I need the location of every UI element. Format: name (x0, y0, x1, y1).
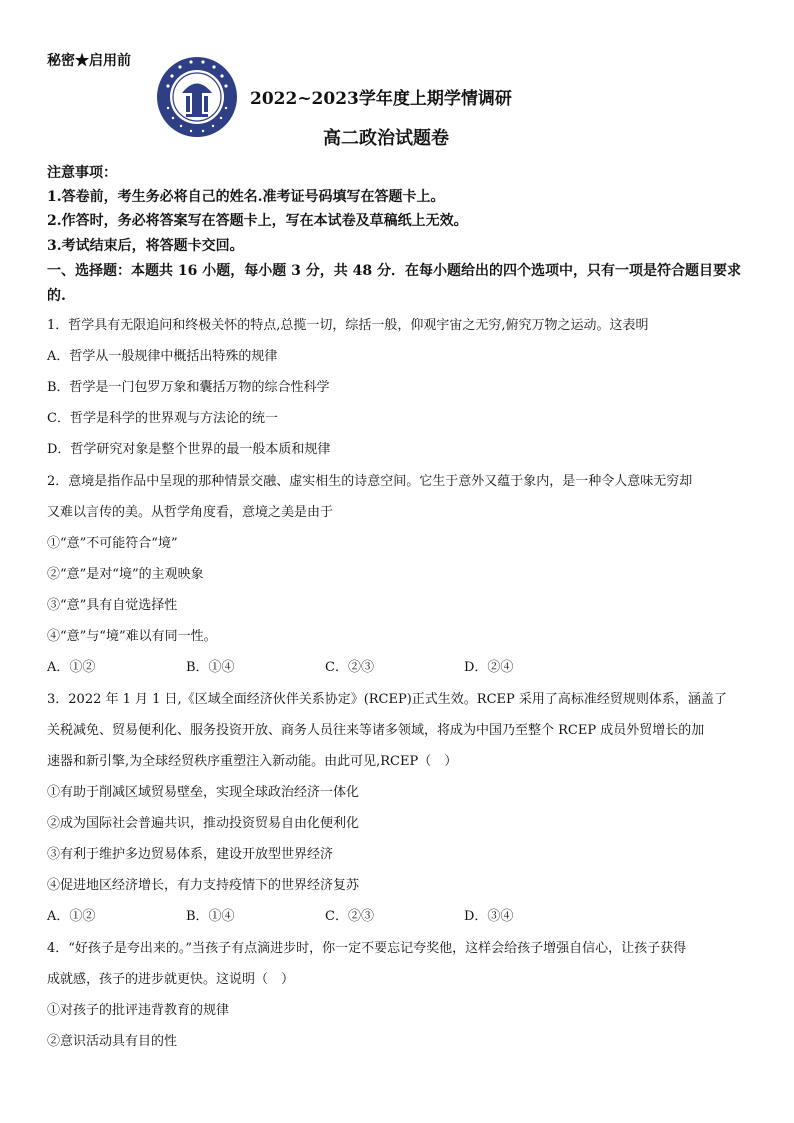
question-4-stem: 4．“好孩子是夸出来的。”当孩子有点滴进步时，你一定不要忘记夸奖他，这样会给孩子增强自信心，让孩子获得 (47, 941, 687, 956)
question-4-stem-cont: 成就感，孩子的进步就更快。这说明（ ） (47, 972, 295, 987)
section-instructions-cont: 的. (47, 288, 66, 304)
question-2-choice-a: A．①② (47, 660, 96, 675)
note-item: 2.作答时，务必将答案写在答题卡上，写在本试卷及草稿纸上无效。 (47, 213, 468, 229)
question-3-choice-b: B．①④ (186, 909, 235, 924)
question-2-choice-b: B．①④ (186, 660, 235, 675)
notes-heading: 注意事项： (47, 165, 117, 181)
question-1-option: D．哲学研究对象是整个世界的最一般本质和规律 (47, 442, 331, 457)
question-3-item: ③有利于维护多边贸易体系，建设开放型世界经济 (47, 847, 334, 862)
question-2-choice-c: C．②③ (325, 660, 374, 675)
question-1-option: B．哲学是一门包罗万象和囊括万物的综合性科学 (47, 380, 330, 395)
question-3-choice-a: A．①② (47, 909, 96, 924)
question-1-option: A．哲学从一般规律中概括出特殊的规律 (47, 349, 278, 364)
question-2-stem: 2．意境是指作品中呈现的那种情景交融、虚实相生的诗意空间。它生于意外又蕴于象内，是一种令人意味无穷却 (47, 474, 693, 489)
question-3-item: ②成为国际社会普遍共识，推动投资贸易自由化便利化 (47, 816, 360, 831)
question-2-item: ①“意”不可能符合“境” (47, 536, 178, 551)
question-2-choice-d: D．②④ (464, 660, 514, 675)
question-1-stem: 1．哲学具有无限追问和终极关怀的特点,总揽一切，综括一般，仰观宇宙之无穷,俯究万物之运动。这表明 (47, 318, 649, 333)
question-2-stem-cont: 又难以言传的美。从哲学角度看，意境之美是由于 (47, 505, 334, 520)
note-item: 1.答卷前，考生务必将自己的姓名.准考证号码填写在答题卡上。 (47, 189, 445, 205)
question-3-stem-cont: 速器和新引擎,为全球经贸秩序重塑注入新动能。由此可见,RCEP（ ） (47, 754, 458, 769)
question-2-item: ③“意”具有自觉选择性 (47, 598, 178, 613)
exam-subtitle: 高二政治试题卷 (323, 128, 449, 149)
question-3-item: ④促进地区经济增长，有力支持疫情下的世界经济复苏 (47, 878, 360, 893)
school-seal-logo (156, 56, 238, 138)
question-2-item: ②“意”是对“境”的主观映象 (47, 567, 204, 582)
question-3-choice-c: C．②③ (325, 909, 374, 924)
question-2-item: ④“意”与“境”难以有同一性。 (47, 629, 217, 644)
question-4-item: ①对孩子的批评违背教育的规律 (47, 1003, 230, 1018)
question-3-choice-d: D．③④ (464, 909, 514, 924)
question-3-stem-cont: 关税减免、贸易便利化、服务投资开放、商务人员往来等诸多领域，将成为中国乃至整个 RCEP 成员外贸增长的加 (47, 723, 705, 738)
question-3-stem: 3．2022 年 1 月 1 日,《区域全面经济伙伴关系协定》(RCEP)正式生效。RCEP 采用了高标准经贸规则体系，涵盖了 (47, 692, 727, 707)
section-instructions: 一、选择题：本题共 16 小题，每小题 3 分，共 48 分．在每小题给出的四个选项中，只有一项是符合题目要求 (47, 263, 741, 279)
question-1-option: C．哲学是科学的世界观与方法论的统一 (47, 411, 278, 426)
question-3-item: ①有助于削减区域贸易壁垒，实现全球政治经济一体化 (47, 785, 360, 800)
note-item: 3.考试结束后，将答题卡交回。 (47, 238, 244, 254)
question-4-item: ②意识活动具有目的性 (47, 1034, 178, 1049)
confidential-label: 秘密★启用前 (47, 53, 131, 69)
exam-title: 2022~2023学年度上期学情调研 (250, 89, 512, 109)
